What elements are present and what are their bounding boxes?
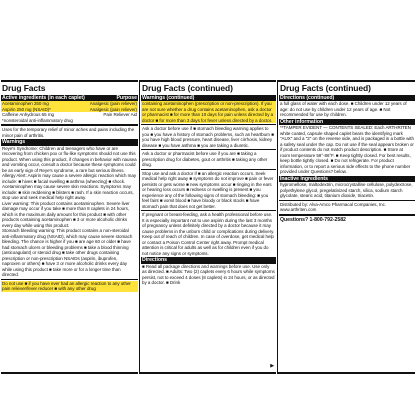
continued-arrow-icon: ▶: [270, 362, 274, 369]
questions-phone: Questions? 1-800-792-2582: [280, 216, 346, 223]
nsaid-footnote: *nonsteroidal anti-inflammatory drug: [2, 117, 73, 123]
reyes-warning: Reye's Syndrome: Children and teenagers who have or are recovering from chicken pox or flu-like symptoms should not use this product. When using this product, if changes in behavior with nausea and vomiting occur, consult a doctor because these symptoms could be an early sign of Reye's syndrome, a rare but serious illness.: [2, 145, 137, 173]
inactive-ingredients-text: hypromellose, maltodextrin, microcrystalline cellulose, polydextrose, polyethylene glycol, pregelatinized starch, silica, sodium starch glycolate, stearic acid, titanium dioxide, triacetin.: [280, 182, 413, 199]
stop-use-warning: Stop use and ask a doctor if ■ an allergic reaction occurs. Seek medical help right away ■ symptoms do not improve ■ pain or fever persists or gets worse ■ new symptoms occur ■ ringing in the ears or hearing loss occurs ■ redness or swelling is present ■ you experience any of the following signs of stomach bleeding: ■ you feel faint ■ vomit blood ■ have bloody or black stools ■ have stomach pain that does not get better.: [142, 170, 274, 209]
other-information-text: **TAMPER EVIDENT — CONTENTS SEALED: Each ARTHRITEN white coated, capsule shaped caplet bears the identifying mark "AUX" and a "2" on the reverse side, and is packaged in a bottle with a safety seal under the cap. Do not use if the seal appears broken or if product contents do not match product description. ■ Store at room temperature 59°-86°F. ■ Keep tightly closed. For best results, keep bottle tightly closed. ■ Do not refrigerate. For product information, or to report a serious side effects to the phone number provided under Questions? below.: [280, 125, 414, 175]
ingredient-purpose: Analgesic (pain reliever): [89, 106, 137, 112]
stomach-bleeding-warning: Stomach bleeding warning: This product contains a non-steroidal anti-inflammatory drug (NSAID), which may cause severe stomach bleeding. The chance is higher if you ■ are age 60 or older ■ have had stomach ulcers or bleeding problems ■ take a blood thinning (anticoagulant) or steroid drug ■ take other drugs containing prescription or non-prescription NSAIDs (aspirin, ibuprofen, naproxen or others) ■ have 3 or more alcoholic drinks every day while using this product ■ take more or for a longer time than directed.: [2, 228, 133, 278]
ingredient-name: Aspirin 250 mg (NSAID)*: [2, 106, 51, 112]
warnings-continued-heading: Warnings (continued): [142, 95, 195, 101]
keep-away-children-warning: Keep out of reach of children. In case of overdose, get medical help or contact a Poison Control Center right away. Prompt medical attention is critical for adults as well as for children even if you do not notice any signs or symptoms.: [142, 234, 274, 256]
other-information-heading: Other information: [280, 118, 324, 125]
allergy-alert: Allergy Alert: Aspirin may cause a severe allergic reaction which may include: ■ hives ■ facial swelling ■ asthma (wheezing) ■ shock. Acetaminophen may cause severe skin reactions. Symptoms may include: ■ skin reddening ■ blisters ■ rash. If a skin reaction occurs, stop use and seek medical help right away.: [2, 173, 137, 201]
warnings-heading: Warnings: [2, 139, 26, 146]
ingredient-name: Caffeine Anhydrous 65 mg: [2, 112, 54, 118]
directions-text: ■ Read all package directions and warnings before use. Use only as directed. ■ Adults: Two (2) caplets every 6 hours while symptoms persist, not to exceed 4 doses (8 caplets) in 24 hours, or as directed by a doctor. ■ Drink: [142, 263, 275, 286]
ask-pharmacist-warning: Ask a doctor or pharmacist before use if you are ■ taking a prescription drug for diabetes, gout or arthritis ■ taking any other drug.: [142, 151, 268, 168]
drug-facts-panel-2: [139, 80, 276, 374]
panel-title: Drug Facts (continued): [280, 83, 371, 93]
do-not-use-warning: Do not use ■ if you have ever had an allergic reaction to any other pain reliever/fever reducer ■ with any other drug: [1, 281, 138, 292]
liver-warning: Liver warning: This product contains acetaminophen. Severe liver damage may occur if you take ■ more than 8 caplets in 24 hours, which is the maximum daily amount for this product ■ with other products containing acetaminophen ■ 3 or more alcoholic drinks every day while using this product.: [2, 200, 130, 228]
drug-facts-panel-3: [277, 80, 415, 374]
ask-doctor-warning: Ask a doctor before use if ■ stomach bleeding warning applies to you ■ you have a history of stomach problems, such as heartburn ■ you have high blood pressure, heart disease, liver cirrhosis, kidney disease ■ you have asthma ■ you are taking a diuretic.: [142, 126, 274, 148]
panel-title: Drug Facts: [2, 83, 46, 93]
acetaminophen-caution: containing acetaminophen (prescription or non-prescription). If you are not sure whether a drug contains acetaminophen, ask a doctor or pharmacist ■ for more than 10 days for pain unless directed by a doctor ■ for more than 3 days for fever unless directed by a doctor.: [141, 101, 276, 123]
active-ingredients-heading: Active ingredients (in each caplet): [2, 95, 85, 101]
ingredient-purpose: Pain Reliever Aid: [103, 112, 137, 118]
purpose-heading: Purpose: [116, 95, 137, 101]
directions-continued-text: a full glass of water with each dose. ■ Children under 12 years of age: do not use by children under 12 years of age. ■ Not recommended for use by children.: [280, 101, 407, 118]
pregnancy-warning: If pregnant or breast-feeding, ask a health professional before use. It is especially important not to use aspirin during the last 3 months of pregnancy unless definitely directed by a doctor because it may cause problems in the unborn child or complications during delivery.: [142, 212, 275, 234]
panel-title: Drug Facts (continued): [142, 83, 233, 93]
ingredient-purpose: Analgesic (pain reliever): [89, 101, 137, 107]
ingredient-name: Acetaminophen 250 mg: [2, 101, 49, 107]
inactive-ingredients-heading: Inactive ingredients: [280, 175, 328, 182]
distributor-text: Distributed by: Alva-Amco Pharmacal Companies, Inc. www.arthriten.com: [280, 201, 387, 213]
directions-continued-heading: Directions (continued): [280, 95, 335, 101]
drug-facts-panel-1: [1, 80, 138, 374]
directions-heading: Directions: [142, 257, 167, 264]
uses-text: Uses for the temporary relief of minor aches and pains including the minor pain of arthritis.: [2, 127, 135, 138]
